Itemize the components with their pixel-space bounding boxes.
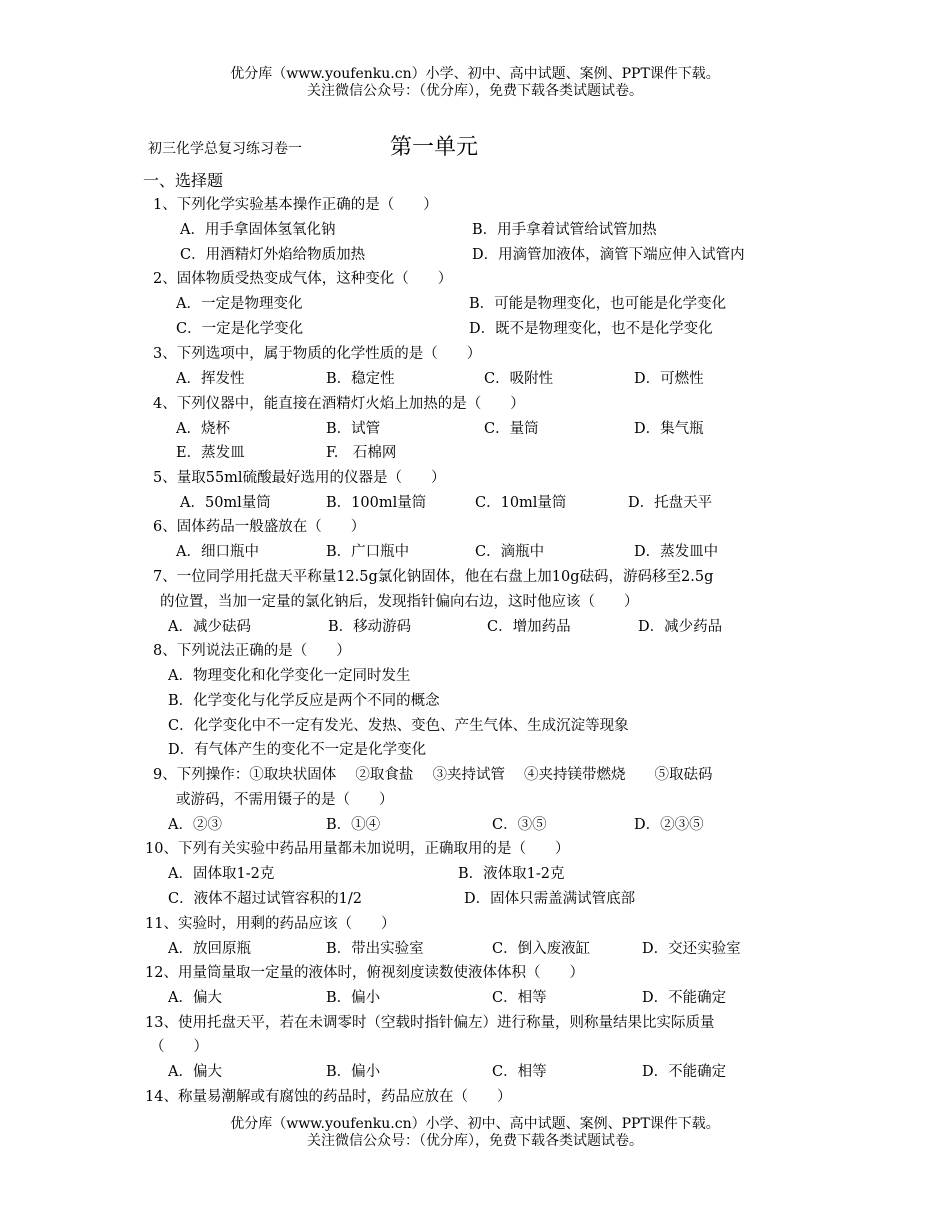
option-b: B．用手拿着试管给试管加热 bbox=[472, 222, 657, 238]
option-a: A．细口瓶中 bbox=[176, 544, 259, 560]
question-stem: 12、用量筒量取一定量的液体时，俯视刻度读数使液体体积（ ） bbox=[145, 965, 584, 981]
question-stem-continued: 或游码，不需用镊子的是（ ） bbox=[176, 792, 394, 808]
page-footer-line1: 优分库（www.youfenku.cn）小学、初中、高中试题、案例、PPT课件下载。 bbox=[230, 1116, 720, 1132]
option-b: B．100ml量筒 bbox=[326, 495, 427, 511]
option-c: C．化学变化中不一定有发光、发热、变色、产生气体、生成沉淀等现象 bbox=[168, 718, 629, 734]
option-b: B．化学变化与化学反应是两个不同的概念 bbox=[168, 693, 440, 709]
option-d: D．②③⑤ bbox=[634, 817, 704, 833]
option-c: C．用酒精灯外焰给物质加热 bbox=[180, 247, 366, 263]
option-e: E．蒸发皿 bbox=[176, 445, 245, 461]
option-a: A．②③ bbox=[168, 817, 222, 833]
option-a: A．烧杯 bbox=[176, 421, 230, 437]
question-stem: 7、一位同学用托盘天平称量12.5g氯化钠固体，他在右盘上加10g砝码，游码移至2.5g bbox=[153, 569, 714, 585]
option-c: C．滴瓶中 bbox=[475, 544, 545, 560]
question-stem-continued: 的位置，当加一定量的氯化钠后，发现指针偏向右边，这时他应该（ ） bbox=[160, 594, 639, 610]
option-c: C．增加药品 bbox=[487, 619, 571, 635]
option-d: D．托盘天平 bbox=[628, 495, 713, 511]
option-d: D．集气瓶 bbox=[634, 421, 704, 437]
option-b: B．偏小 bbox=[326, 990, 381, 1006]
option-b: B．广口瓶中 bbox=[326, 544, 410, 560]
question-stem: 9、下列操作：①取块状固体 ②取食盐 ③夹持试管 ④夹持镁带燃烧 ⑤取砝码 bbox=[153, 767, 713, 783]
option-a: A．用手拿固体氢氧化钠 bbox=[180, 222, 336, 238]
option-d: D．固体只需盖满试管底部 bbox=[464, 891, 636, 907]
option-c: C．10ml量筒 bbox=[475, 495, 567, 511]
page-header-line1: 优分库（www.youfenku.cn）小学、初中、高中试题、案例、PPT课件下载。 bbox=[230, 66, 720, 82]
option-a: A．偏大 bbox=[168, 1064, 222, 1080]
option-d: D．蒸发皿中 bbox=[634, 544, 719, 560]
option-a: A．放回原瓶 bbox=[168, 941, 251, 957]
option-d: D．有气体产生的变化不一定是化学变化 bbox=[168, 742, 427, 758]
question-stem: 4、下列仪器中，能直接在酒精灯火焰上加热的是（ ） bbox=[153, 396, 525, 412]
option-c: C．相等 bbox=[492, 990, 547, 1006]
option-b: B．稳定性 bbox=[326, 371, 395, 387]
question-stem: 8、下列说法正确的是（ ） bbox=[153, 643, 351, 659]
option-d: D．可燃性 bbox=[634, 371, 704, 387]
option-c: C．倒入废液缸 bbox=[492, 941, 591, 957]
option-c: C．吸附性 bbox=[484, 371, 554, 387]
option-b: B．偏小 bbox=[326, 1064, 381, 1080]
option-a: A．固体取1-2克 bbox=[168, 866, 275, 882]
exam-title: 初三化学总复习练习卷一 bbox=[148, 141, 302, 157]
option-d: D．不能确定 bbox=[642, 1064, 727, 1080]
option-d: D．不能确定 bbox=[642, 990, 727, 1006]
option-b: B．可能是物理变化，也可能是化学变化 bbox=[469, 296, 727, 312]
option-c: C．一定是化学变化 bbox=[176, 321, 304, 337]
section-heading: 一、选择题 bbox=[143, 171, 224, 190]
option-a: A．挥发性 bbox=[176, 371, 245, 387]
option-d: D．交还实验室 bbox=[642, 941, 741, 957]
option-d: D．既不是物理变化，也不是化学变化 bbox=[469, 321, 713, 337]
option-a: A．50ml量筒 bbox=[180, 495, 271, 511]
question-stem: 6、固体药品一般盛放在（ ） bbox=[153, 519, 366, 535]
option-a: A．偏大 bbox=[168, 990, 222, 1006]
question-stem: 11、实验时，用剩的药品应该（ ） bbox=[145, 916, 396, 932]
option-d: D．用滴管加液体，滴管下端应伸入试管内 bbox=[472, 247, 745, 263]
option-c: C．相等 bbox=[492, 1064, 547, 1080]
option-b: B．试管 bbox=[326, 421, 381, 437]
question-stem: 1、下列化学实验基本操作正确的是（ ） bbox=[153, 197, 438, 213]
option-c: C．量筒 bbox=[484, 421, 539, 437]
option-b: B．①④ bbox=[326, 817, 381, 833]
option-a: A．减少砝码 bbox=[168, 619, 251, 635]
page-header-line2: 关注微信公众号：（优分库），免费下载各类试题试卷。 bbox=[307, 83, 643, 99]
question-stem: 2、固体物质受热变成气体，这种变化（ ） bbox=[153, 271, 453, 287]
option-b: B．移动游码 bbox=[328, 619, 412, 635]
option-b: B．带出实验室 bbox=[326, 941, 424, 957]
option-d: D．减少药品 bbox=[638, 619, 723, 635]
page-footer-line2: 关注微信公众号：（优分库），免费下载各类试题试卷。 bbox=[307, 1133, 643, 1149]
unit-title: 第一单元 bbox=[390, 135, 479, 160]
question-stem-continued: （ ） bbox=[150, 1039, 208, 1055]
option-a: A．一定是物理变化 bbox=[176, 296, 303, 312]
question-stem: 13、使用托盘天平，若在未调零时（空载时指针偏左）进行称量，则称量结果比实际质量 bbox=[145, 1015, 715, 1031]
option-a: A．物理变化和化学变化一定同时发生 bbox=[168, 668, 411, 684]
question-stem: 3、下列选项中，属于物质的化学性质的是（ ） bbox=[153, 346, 482, 362]
question-stem: 10、下列有关实验中药品用量都未加说明，正确取用的是（ ） bbox=[145, 841, 570, 857]
option-c: C．③⑤ bbox=[492, 817, 547, 833]
question-stem: 14、称量易潮解或有腐蚀的药品时，药品应放在（ ） bbox=[145, 1089, 512, 1105]
question-stem: 5、量取55ml硫酸最好选用的仪器是（ ） bbox=[153, 470, 446, 486]
option-f: F. 石棉网 bbox=[326, 445, 397, 461]
option-c: C．液体不超过试管容积的1/2 bbox=[168, 891, 362, 907]
option-b: B．液体取1-2克 bbox=[458, 866, 565, 882]
